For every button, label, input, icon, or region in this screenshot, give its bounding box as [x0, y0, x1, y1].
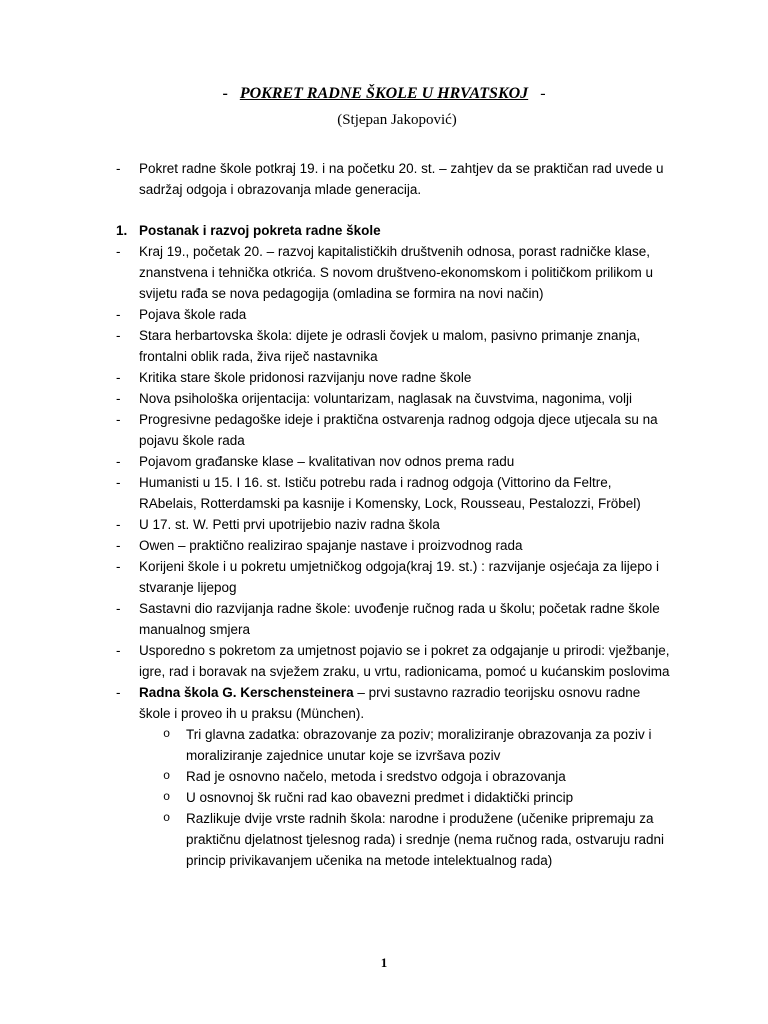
sub-list-item — [0, 787, 690, 808]
list-item — [0, 535, 670, 556]
list-item — [0, 409, 670, 451]
bullet-dash: - — [116, 328, 121, 343]
title-text: POKRET RADNE ŠKOLE U HRVATSKOJ — [239, 85, 529, 102]
section-item-list — [0, 241, 768, 682]
list-item — [0, 367, 670, 388]
kerschensteiner-text: – prvi sustavno razradio teorijsku osnovu radne škole i proveo ih u praksu (München). — [139, 685, 641, 721]
bullet-circle: o — [163, 727, 171, 741]
list-item — [0, 556, 670, 598]
list-item — [0, 598, 670, 640]
list-item-text: Owen – praktično realizirao spajanje nastave i proizvodnog rada — [139, 538, 523, 553]
bullet-dash: - — [116, 307, 121, 322]
bullet-dash: - — [116, 391, 121, 406]
bullet-dash: - — [116, 244, 121, 259]
list-item — [0, 325, 670, 367]
list-item-text: Kritika stare škole pridonosi razvijanju nove radne škole — [139, 370, 472, 385]
sub-item-list — [0, 724, 768, 871]
sub-list-item — [0, 808, 690, 871]
bullet-dash: - — [116, 559, 121, 574]
sub-list-item-text: Rad je osnovno načelo, metoda i sredstvo odgoja i obrazovanja — [186, 769, 566, 784]
list-item-text: Sastavni dio razvijanja radne škole: uvođenje ručnog rada u školu; početak radne škole manualnog smjera — [139, 601, 660, 637]
list-item-text: Nova psihološka orijentacija: voluntarizam, naglasak na čuvstvima, nagonima, volji — [139, 391, 632, 406]
list-item-text: Pojava škole rada — [139, 307, 247, 322]
list-item-text: Progresivne pedagoške ideje i praktična ostvarenja radnog odgoja djece utjecala su na pojavu škole rada — [139, 412, 658, 448]
list-item — [0, 388, 670, 409]
document-body — [0, 158, 768, 871]
bullet-dash: - — [116, 685, 121, 700]
bullet-circle: o — [163, 790, 171, 804]
intro-item — [0, 158, 670, 200]
bullet-dash: - — [116, 517, 121, 532]
list-item — [0, 241, 670, 304]
list-item-text: Stara herbartovska škola: dijete je odrasli čovjek u malom, pasivno primanje znanja, frontalni oblik rada, živa riječ nastavnika — [139, 328, 641, 364]
bullet-circle: o — [163, 811, 171, 825]
list-item-text: Korijeni škole i u pokretu umjetničkog odgoja(kraj 19. st.) : razvijanje osjećaja za lijepo i stvaranje lijepog — [139, 559, 660, 595]
bullet-dash: - — [116, 370, 121, 385]
list-item — [0, 304, 670, 325]
list-item — [0, 472, 670, 514]
bullet-dash: - — [116, 475, 121, 490]
section-heading — [0, 220, 670, 241]
document-author: (Stjepan Jakopović) — [337, 112, 457, 128]
intro-text: Pokret radne škole potkraj 19. i na početku 20. st. – zahtjev da se praktičan rad uvede u sadržaj odgoja i obrazovanja mlade generacija. — [139, 161, 664, 197]
list-item — [0, 514, 670, 535]
bullet-dash: - — [116, 538, 121, 553]
title-dash-right: - — [540, 85, 546, 102]
list-item-text: Usporedno s pokretom za umjetnost pojavio se i pokret za odgajanje u prirodi: vježbanje, igre, rad i boravak na svježem zraku, u vrtu, radionicama, pomoć u kućanskim poslovima — [139, 643, 670, 679]
list-item-text: U 17. st. W. Petti prvi upotrijebio naziv radna škola — [139, 517, 440, 532]
list-item-text: Kraj 19., početak 20. – razvoj kapitalističkih društvenih odnosa, porast radničke klase, znanstvena i tehnička otkrića. S novom društveno-ekonomskom i političkom prilikom u svijetu rađa se nova pedagogija (omladina se formira na novi način) — [139, 244, 653, 301]
bullet-circle: o — [163, 769, 171, 783]
sub-list-item-text: Razlikuje dvije vrste radnih škola: narodne i produžene (učenike pripremaju za praktičnu djelatnost tjelesnog rada) i srednje (nema ručnog rada, ostvaruju radni princip privikavanjem učenika na metode intelektualnog rada) — [186, 811, 665, 868]
title-dash-left: - — [222, 85, 228, 102]
sub-list-item-text: Tri glavna zadatka: obrazovanje za poziv; moraliziranje obrazovanja za poziv i moraliziranje zajednice unutar koje se izvršava poziv — [186, 727, 652, 763]
kerschensteiner-bold: Radna škola G. Kerschensteinera — [139, 685, 354, 700]
bullet-dash: - — [116, 161, 121, 176]
list-item-text: Pojavom građanske klase – kvalitativan nov odnos prema radu — [139, 454, 515, 469]
page-number: 1 — [380, 955, 388, 970]
list-item — [0, 640, 670, 682]
bullet-dash: - — [116, 412, 121, 427]
section-number: 1. — [116, 223, 128, 238]
bullet-dash: - — [116, 643, 121, 658]
sub-list-item — [0, 766, 690, 787]
list-item-text: Humanisti u 15. I 16. st. Ističu potrebu rada i radnog odgoja (Vittorino da Feltre, RAbelais, Rotterdamski pa kasnije i Komensky, Lock, Rousseau, Pestalozzi, Fröbel) — [139, 475, 641, 511]
list-item-kerschensteiner — [0, 682, 670, 724]
bullet-dash: - — [116, 454, 121, 469]
sub-list-item-text: U osnovnoj šk ručni rad kao obavezni predmet i didaktički princip — [186, 790, 574, 805]
list-item — [0, 451, 670, 472]
sub-list-item — [0, 724, 690, 766]
bullet-dash: - — [116, 601, 121, 616]
document-title — [0, 84, 768, 104]
section-heading-text: Postanak i razvoj pokreta radne škole — [139, 223, 381, 238]
